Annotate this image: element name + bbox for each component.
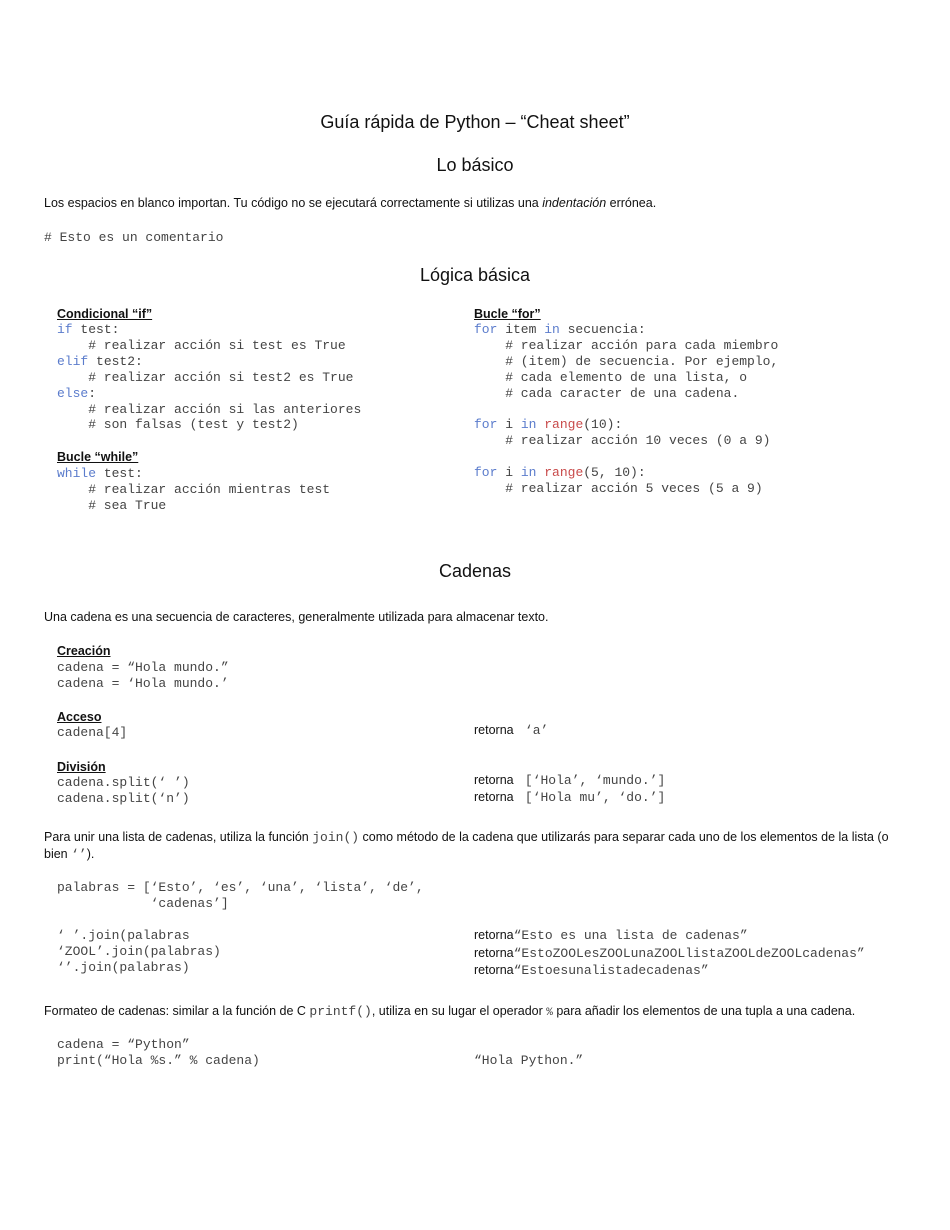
whitespace-paragraph <box>44 196 656 210</box>
code-text: : <box>88 385 97 401</box>
returns-text: retorna <box>474 928 514 942</box>
code-comment: # realizar acción si test es True <box>57 337 346 353</box>
split-result-1 <box>474 773 665 789</box>
code-line: cadena = “Python” <box>57 1037 190 1052</box>
code-line: cadena.split(‘ ’) <box>57 775 190 790</box>
builtin-function: range <box>544 417 584 433</box>
code-line: palabras = [‘Esto’, ‘es’, ‘una’, ‘lista’, ‘de’, <box>57 880 424 895</box>
code-comment: # sea True <box>57 497 167 513</box>
keyword: for <box>474 417 498 433</box>
code-line: print(“Hola %s.” % cadena) <box>57 1052 260 1068</box>
code-comment: # son falsas (test y test2) <box>57 417 299 433</box>
inline-code: join() <box>312 830 360 845</box>
comment-code: # Esto es un comentario <box>44 230 224 245</box>
keyword: in <box>520 465 537 481</box>
creation-code <box>57 660 229 692</box>
code-line: ‘’.join(palabras) <box>57 959 190 975</box>
return-value: “Estoesunalistadecadenas” <box>513 963 709 978</box>
split-result-2 <box>474 790 665 806</box>
join-result-3 <box>474 963 709 979</box>
for-code-block <box>474 322 778 497</box>
format-code <box>57 1037 260 1069</box>
creation-label: Creación <box>57 644 111 658</box>
for-label: Bucle “for” <box>474 307 541 321</box>
code-comment: # cada caracter de una cadena. <box>474 385 740 401</box>
inline-code: % <box>546 1007 553 1019</box>
paragraph-text: ). <box>86 847 95 861</box>
format-result: “Hola Python.” <box>474 1053 584 1068</box>
join-code <box>57 928 221 976</box>
paragraph-text: Los espacios en blanco importan. Tu código no se ejecutará correctamente si utilizas una <box>44 196 543 210</box>
keyword: for <box>474 465 498 481</box>
code-comment: # realizar acción para cada miembro <box>474 337 779 353</box>
code-text: (5, 10): <box>583 465 646 481</box>
words-list-code <box>57 880 424 912</box>
while-code-block <box>57 466 330 514</box>
return-value: [‘Hola’, ‘mundo.’] <box>517 773 666 788</box>
return-value: “EstoZOOLesZOOLunaZOOLlistaZOOLdeZOOLcadenas” <box>513 946 865 961</box>
code-text: i <box>497 417 521 433</box>
code-text: secuencia: <box>559 322 646 337</box>
section-heading-logic: Lógica básica <box>419 265 531 285</box>
paragraph-text: como método de la cadena que utilizarás para separar cada uno de los elementos de la lista (o bien <box>44 830 889 861</box>
if-code-block <box>57 322 361 433</box>
code-text: test2: <box>88 353 143 369</box>
keyword: if <box>57 322 73 337</box>
code-line: ‘cadenas’] <box>57 895 229 911</box>
code-line: ‘ZOOL’.join(palabras) <box>57 943 221 959</box>
access-code: cadena[4] <box>57 725 128 740</box>
keyword: in <box>520 417 537 433</box>
code-text: i <box>497 465 521 481</box>
code-comment: # realizar acción 10 veces (0 a 9) <box>474 433 771 449</box>
returns-text: retorna <box>474 963 514 977</box>
paragraph-emphasis: indentación <box>542 196 607 210</box>
keyword: for <box>474 322 498 337</box>
code-text: item <box>497 322 545 337</box>
if-label: Condicional “if” <box>57 307 153 321</box>
returns-text: retorna <box>474 790 514 804</box>
access-label: Acceso <box>57 710 102 724</box>
section-heading-strings: Cadenas <box>438 561 512 581</box>
inline-code: printf() <box>309 1004 372 1019</box>
keyword: elif <box>57 353 89 369</box>
join-result-1 <box>474 928 748 944</box>
keyword: in <box>544 322 560 337</box>
returns-text: retorna <box>474 946 514 960</box>
code-text: test: <box>96 466 143 481</box>
while-label: Bucle “while” <box>57 450 139 464</box>
code-line: ‘ ’.join(palabras <box>57 928 190 943</box>
builtin-function: range <box>544 465 584 481</box>
returns-text: retorna <box>474 773 514 787</box>
inline-code: ‘’ <box>71 847 87 862</box>
section-heading-basics: Lo básico <box>436 155 514 175</box>
return-value: ‘a’ <box>517 723 549 738</box>
return-value: “Esto es una lista de cadenas” <box>513 928 748 943</box>
code-line: cadena.split(‘n’) <box>57 790 190 806</box>
paragraph-text: , utiliza en su lugar el operador <box>371 1004 547 1018</box>
paragraph-text: Para unir una lista de cadenas, utiliza la función <box>44 830 313 844</box>
keyword: while <box>57 466 97 481</box>
code-comment: # (item) de secuencia. Por ejemplo, <box>474 353 779 369</box>
returns-text: retorna <box>474 723 514 737</box>
split-label: División <box>57 760 106 774</box>
paragraph-text: errónea. <box>606 196 657 210</box>
code-comment: # realizar acción 5 veces (5 a 9) <box>474 481 763 497</box>
format-paragraph <box>44 1004 855 1022</box>
code-text: (10): <box>583 417 623 433</box>
code-text: test: <box>72 322 120 337</box>
paragraph-text: para añadir los elementos de una tupla a una cadena. <box>552 1004 856 1018</box>
paragraph-text: Formateo de cadenas: similar a la función de C <box>44 1004 310 1018</box>
join-result-2 <box>474 946 865 962</box>
code-line: cadena = “Hola mundo.” <box>57 660 229 675</box>
page-title: Guía rápida de Python – “Cheat sheet” <box>320 112 630 132</box>
split-code <box>57 775 190 807</box>
code-line: cadena = ‘Hola mundo.’ <box>57 675 229 691</box>
access-result <box>474 723 548 739</box>
return-value: [‘Hola mu’, ‘do.’] <box>517 790 666 805</box>
join-paragraph <box>44 829 904 863</box>
code-comment: # realizar acción si las anteriores <box>57 401 362 417</box>
code-comment: # realizar acción mientras test <box>57 481 331 497</box>
strings-intro: Una cadena es una secuencia de caracteres, generalmente utilizada para almacenar texto. <box>44 610 549 624</box>
code-comment: # realizar acción si test2 es True <box>57 369 354 385</box>
keyword: else <box>57 385 89 401</box>
code-comment: # cada elemento de una lista, o <box>474 369 748 385</box>
